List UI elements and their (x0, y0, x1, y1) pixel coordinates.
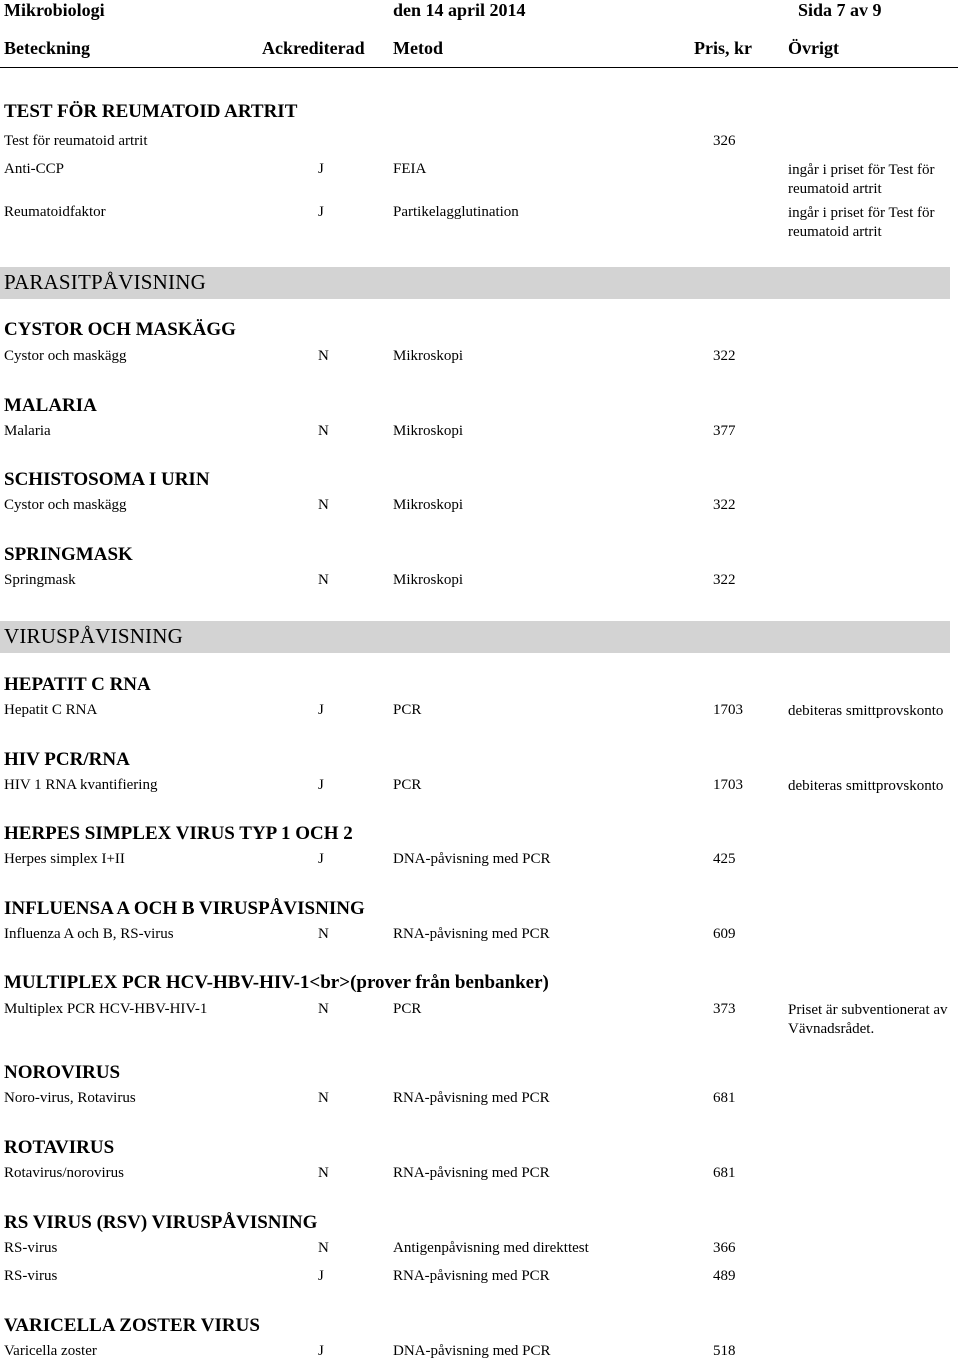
test-method: PCR (393, 702, 422, 718)
test-method: DNA-påvisning med PCR (393, 1343, 551, 1359)
column-header-method: Metod (393, 38, 443, 58)
accreditation-flag: J (318, 204, 324, 220)
test-price: 1703 (713, 777, 743, 793)
test-price: 322 (713, 497, 736, 513)
test-name: Springmask (4, 572, 76, 588)
test-name: Varicella zoster (4, 1343, 97, 1359)
test-method: Mikroskopi (393, 423, 464, 439)
column-header-other: Övrigt (788, 38, 839, 58)
test-method: FEIA (393, 161, 427, 177)
column-header-designation: Beteckning (4, 38, 91, 58)
test-method: DNA-påvisning med PCR (393, 851, 551, 867)
category-title: SCHISTOSOMA I URIN (4, 469, 210, 490)
test-note: Priset är subventionerat av Vävnadsrådet. (788, 1002, 948, 1037)
header-rule (0, 67, 958, 68)
department-title: Mikrobiologi (4, 0, 105, 20)
accreditation-flag: J (318, 1343, 324, 1359)
document-date: den 14 april 2014 (393, 0, 526, 20)
accreditation-flag: J (318, 1268, 324, 1284)
test-method: RNA-påvisning med PCR (393, 1165, 550, 1181)
test-price: 373 (713, 1001, 736, 1017)
category-title: HIV PCR/RNA (4, 749, 130, 770)
column-header-price: Pris, kr (694, 38, 752, 58)
category-title: CYSTOR OCH MASKÄGG (4, 319, 236, 340)
test-price: 1703 (713, 702, 743, 718)
category-title: MALARIA (4, 395, 97, 416)
accreditation-flag: J (318, 161, 324, 177)
column-header-accredited: Ackrediterad (262, 38, 365, 58)
test-method: Mikroskopi (393, 348, 464, 364)
test-note: ingår i priset för Test för reumatoid artrit (788, 205, 935, 240)
category-title: HERPES SIMPLEX VIRUS TYP 1 OCH 2 (4, 823, 353, 844)
test-name: Multiplex PCR HCV-HBV-HIV-1 (4, 1001, 208, 1017)
test-method: PCR (393, 1001, 422, 1017)
test-method: RNA-påvisning med PCR (393, 1090, 550, 1106)
test-name: Cystor och maskägg (4, 348, 127, 364)
category-title: NOROVIRUS (4, 1062, 121, 1083)
test-price: 681 (713, 1090, 736, 1106)
page-number: Sida 7 av 9 (798, 0, 882, 20)
accreditation-flag: N (318, 1240, 329, 1256)
test-method: Mikroskopi (393, 572, 464, 588)
accreditation-flag: N (318, 497, 329, 513)
section-title: PARASITPÅVISNING (4, 270, 206, 294)
test-name: Herpes simplex I+II (4, 851, 125, 867)
accreditation-flag: N (318, 348, 329, 364)
test-name: Reumatoidfaktor (4, 204, 106, 220)
test-price: 489 (713, 1268, 736, 1284)
accreditation-flag: J (318, 777, 324, 793)
accreditation-flag: N (318, 926, 329, 942)
accreditation-flag: J (318, 702, 324, 718)
accreditation-flag: N (318, 1165, 329, 1181)
test-price: 366 (713, 1240, 736, 1256)
test-name: Noro-virus, Rotavirus (4, 1090, 136, 1106)
test-price: 377 (713, 423, 736, 439)
test-name: HIV 1 RNA kvantifiering (4, 777, 158, 793)
test-name: Influenza A och B, RS-virus (4, 926, 174, 942)
test-price: 322 (713, 348, 736, 364)
test-price: 326 (713, 133, 736, 149)
category-title: MULTIPLEX PCR HCV-HBV-HIV-1<br>(prover från benbanker) (4, 972, 549, 993)
test-name: RS-virus (4, 1268, 58, 1284)
accreditation-flag: N (318, 572, 329, 588)
accreditation-flag: J (318, 851, 324, 867)
test-price: 425 (713, 851, 736, 867)
test-name: Rotavirus/norovirus (4, 1165, 124, 1181)
test-method: Antigenpåvisning med direkttest (393, 1240, 589, 1256)
test-method: RNA-påvisning med PCR (393, 1268, 550, 1284)
category-title: TEST FÖR REUMATOID ARTRIT (4, 101, 298, 122)
accreditation-flag: N (318, 1001, 329, 1017)
section-title: VIRUSPÅVISNING (4, 624, 183, 648)
test-method: RNA-påvisning med PCR (393, 926, 550, 942)
category-title: HEPATIT C RNA (4, 674, 151, 695)
test-method: PCR (393, 777, 422, 793)
test-name: Test för reumatoid artrit (4, 133, 148, 149)
test-note: debiteras smittprovskonto (788, 778, 944, 794)
test-price: 322 (713, 572, 736, 588)
test-name: Cystor och maskägg (4, 497, 127, 513)
category-title: VARICELLA ZOSTER VIRUS (4, 1315, 260, 1336)
test-method: Mikroskopi (393, 497, 464, 513)
test-note: debiteras smittprovskonto (788, 703, 944, 719)
test-method: Partikelagglutination (393, 204, 519, 220)
category-title: SPRINGMASK (4, 544, 133, 565)
test-name: RS-virus (4, 1240, 58, 1256)
test-price: 681 (713, 1165, 736, 1181)
accreditation-flag: N (318, 1090, 329, 1106)
category-title: INFLUENSA A OCH B VIRUSPÅVISNING (4, 898, 365, 919)
test-name: Malaria (4, 423, 51, 439)
category-title: ROTAVIRUS (4, 1137, 115, 1158)
test-name: Anti-CCP (4, 161, 65, 177)
category-title: RS VIRUS (RSV) VIRUSPÅVISNING (4, 1212, 318, 1233)
test-price: 609 (713, 926, 736, 942)
test-note: ingår i priset för Test för reumatoid artrit (788, 162, 935, 197)
test-price: 518 (713, 1343, 736, 1359)
accreditation-flag: N (318, 423, 329, 439)
test-name: Hepatit C RNA (4, 702, 98, 718)
